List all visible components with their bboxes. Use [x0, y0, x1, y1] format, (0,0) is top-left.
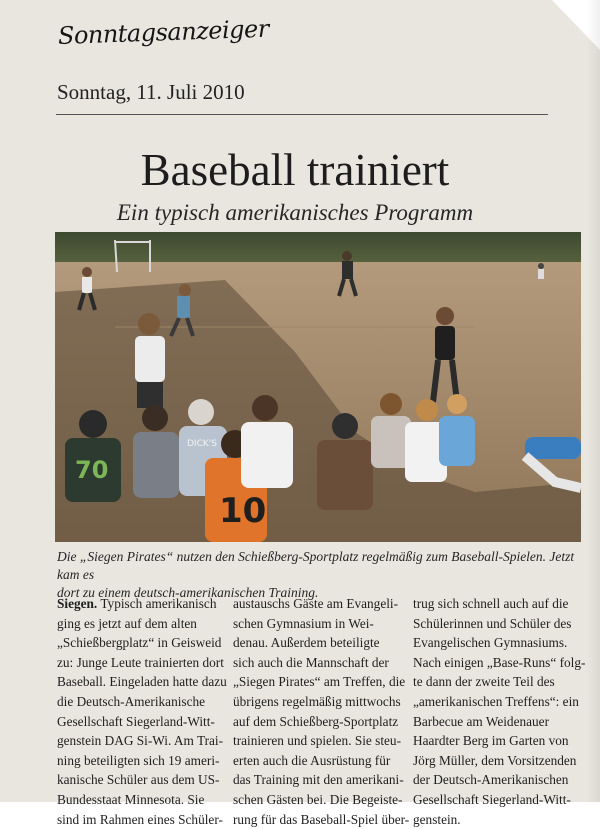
article-line: trainieren und spielen. Sie steu-	[233, 733, 402, 749]
article-line: sind im Rahmen eines Schüler-	[57, 811, 223, 827]
caption-line: dort zu einem deutsch-amerikanischen Training.	[57, 585, 319, 600]
article-line: ging es jetzt auf dem alten	[57, 615, 197, 631]
article-line: die Deutsch-Amerikanische	[57, 693, 206, 709]
article-column-1	[57, 594, 227, 829]
article-line: schen Gymnasium in Wei-	[233, 615, 374, 631]
tree-line	[55, 232, 581, 266]
svg-text:70: 70	[75, 456, 109, 484]
subheadline: Ein typisch amerikanisches Programm	[116, 200, 474, 225]
article-line: übrigens regelmäßig mittwochs	[233, 693, 401, 709]
article-line: Baseball. Eingeladen hatte dazu	[57, 674, 227, 690]
article-line: rung für das Baseball-Spiel über-	[233, 811, 410, 827]
article-line: Barbecue am Weidenauer	[413, 713, 550, 729]
article-line: genstein.	[413, 811, 461, 827]
article-line: „Schießbergplatz“ in Geisweid	[57, 635, 222, 651]
article-line: denau. Außerdem beteiligte	[233, 635, 380, 651]
article-column-3	[413, 594, 586, 829]
svg-text:10: 10	[219, 491, 267, 531]
article-line: „Siegen Pirates“ am Treffen, die	[233, 674, 406, 690]
baseball-training-photo	[55, 232, 581, 542]
article-column-2	[233, 594, 410, 829]
caption-line: Die „Siegen Pirates“ nutzen den Schießberg-Sportplatz regelmäßig zum Baseball-Spielen. Jetzt kam es	[57, 549, 575, 582]
article-line: Evangelischen Gymnasiums.	[413, 635, 568, 651]
newspaper-masthead: Sonntagsanzeiger	[57, 14, 270, 50]
article-line: Bundesstaat Minnesota. Sie	[57, 791, 205, 807]
article-line: Siegen. Typisch amerikanisch	[57, 596, 217, 611]
player-outfield	[538, 263, 544, 279]
article-line: kanische Schüler aus dem US-	[57, 772, 220, 788]
article-line: das Training mit den amerikani-	[233, 772, 404, 788]
article-line: Nach einigen „Base-Runs“ folg-	[413, 654, 586, 670]
article-line: der Deutsch-Amerikanischen	[413, 772, 569, 788]
svg-text:DICK'S: DICK'S	[187, 439, 217, 449]
article-line: trug sich schnell auch auf die	[413, 596, 569, 611]
article-line: Gesellschaft Siegerland-Witt-	[413, 791, 571, 807]
dateline: Sonntag, 11. Juli 2010	[57, 80, 245, 104]
headline: Baseball trainiert	[140, 145, 450, 195]
article-line: Schülerinnen und Schüler des	[413, 615, 572, 631]
article-photo	[55, 232, 581, 542]
article-line: sich auch die Mannschaft der	[233, 654, 389, 670]
article-line: te dann der zweite Teil des	[413, 674, 555, 690]
article-line: Haardter Berg im Garten von	[413, 733, 569, 749]
article-line: schen Gästen bei. Die Begeiste-	[233, 791, 403, 807]
article-line: genstein DAG Si-Wi. Am Trai-	[57, 733, 224, 749]
paper-edge-shadow	[586, 0, 600, 802]
article-line: „amerikanischen Treffens“: ein	[413, 693, 579, 709]
article-line: erten auch die Ausrüstung für	[233, 752, 391, 768]
header-rule	[56, 114, 548, 115]
article-line: ning beteiligten sich 19 ameri-	[57, 752, 220, 768]
article-line: austauschs Gäste am Evangeli-	[233, 596, 399, 611]
article-line: zu: Junge Leute trainierten dort	[57, 654, 224, 670]
article-line: Gesellschaft Siegerland-Witt-	[57, 713, 215, 729]
article-line: Jörg Müller, dem Vorsitzenden	[413, 752, 577, 768]
article-line: auf dem Schießberg-Sportplatz	[233, 713, 399, 729]
